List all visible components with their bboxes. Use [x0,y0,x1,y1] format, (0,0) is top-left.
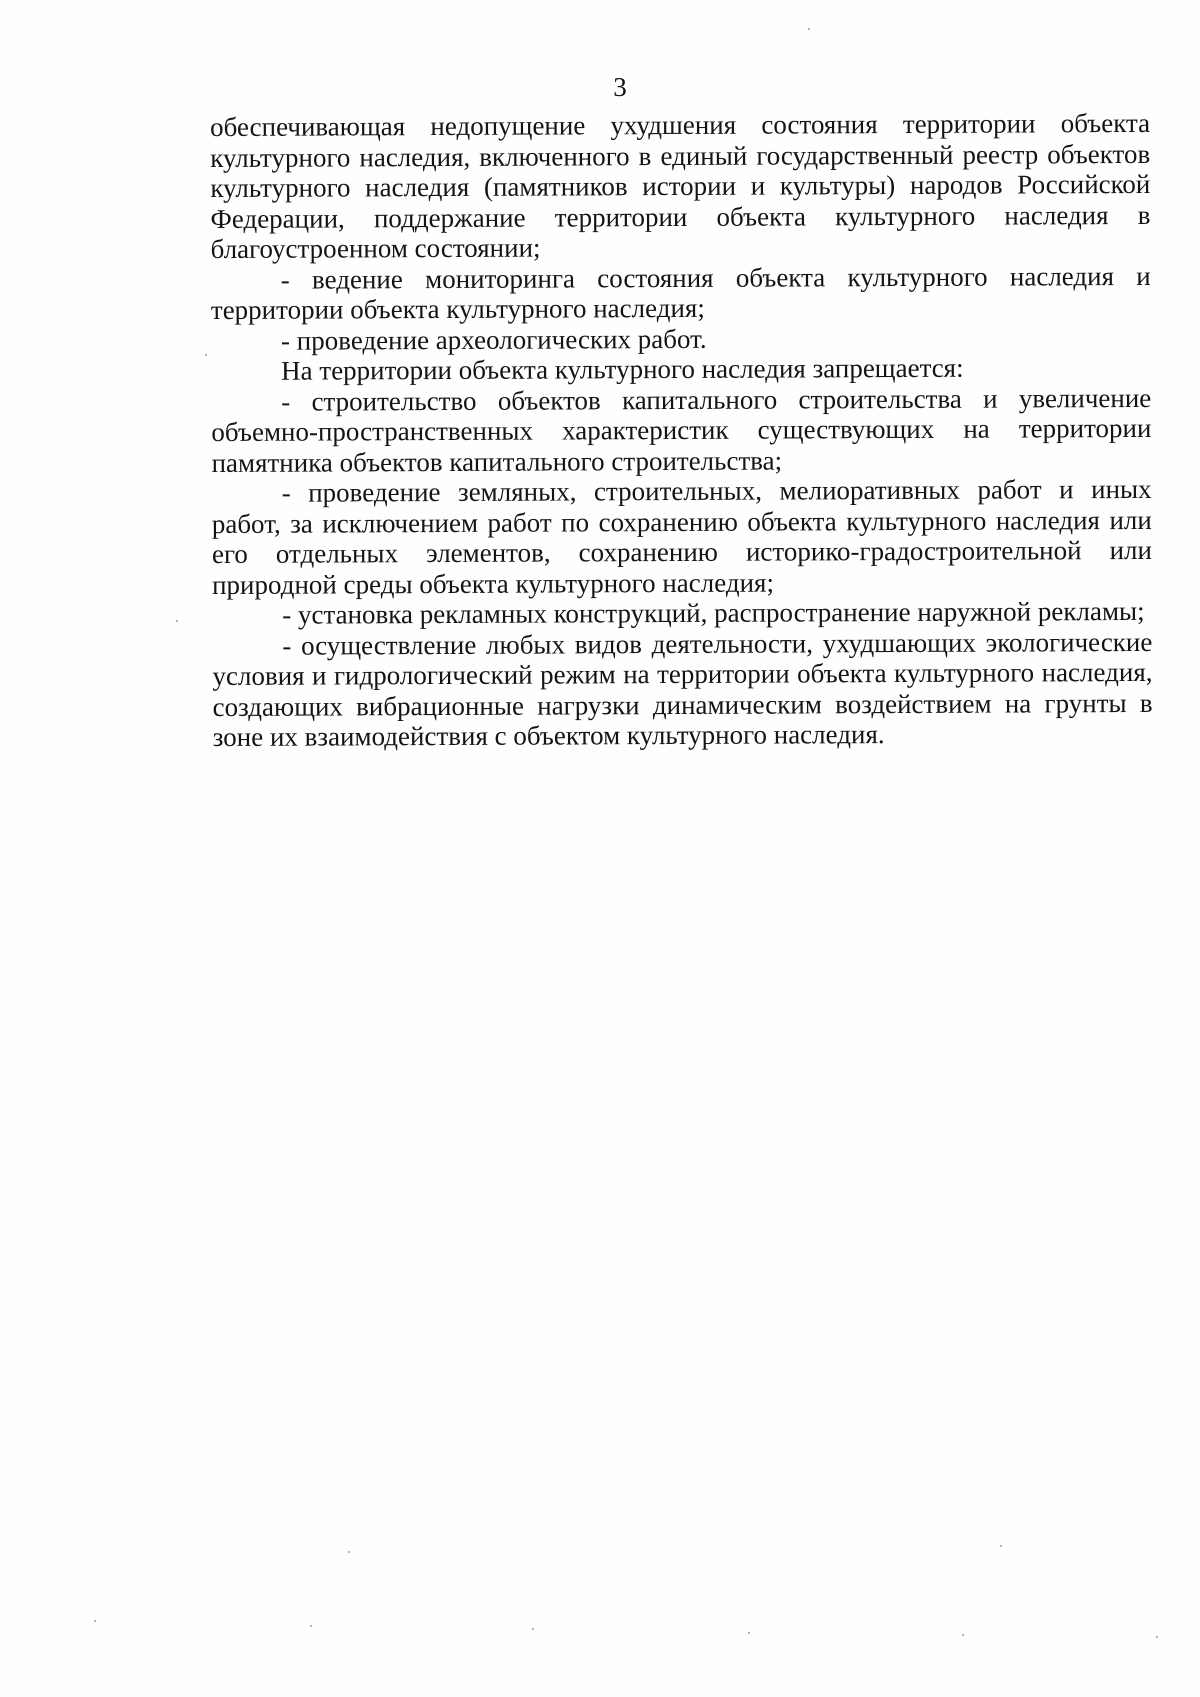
paragraph-prohibitions-heading: На территории объекта культурного наследия запрещается: [281,352,964,386]
scan-speck [1000,1545,1002,1547]
scan-speck [176,620,178,622]
scan-speck [205,354,207,356]
paragraph-earthworks: - проведение земляных, строительных, мелиоративных работ и иных работ, за исключением работ по сохранению объекта культурного наследия или его отдельных элементов, сохранению историко-градостроительной или природной среды объекта культурного наследия; [211,473,1152,600]
scan-speck [1156,1636,1158,1638]
scan-speck [532,1628,534,1630]
scan-speck [348,1551,350,1553]
document-body [210,108,1153,753]
scan-speck [310,1625,312,1627]
scan-speck [748,1632,750,1634]
scan-speck [962,1634,964,1636]
paragraph-construction: - строительство объектов капитального строительства и увеличение объемно-пространственных характеристик существующих на территории памятника объектов капитального строительства; [211,382,1152,478]
scan-speck [808,28,810,30]
paragraph-monitoring: - ведение мониторинга состояния объекта культурного наследия и территории объекта культурного наследия; [210,260,1151,325]
paragraph-activities: - осуществление любых видов деятельности, ухудшающих экологические условия и гидрологический режим на территории объекта культурного наследия, создающих вибрационные нагрузки динамическим воздействием на грунты в зоне их взаимодействия с объектом культурного наследия. [212,626,1153,752]
page-number: 3 [613,72,627,102]
paragraph-continuation: обеспечивающая недопущение ухудшения состояния территории объекта культурного наследия, включенного в единый государственный реестр объектов культурного наследия (памятников истории и культуры) народов Российской Федерации, поддержание территории объекта культурного наследия в благоустроенном состоянии; [210,107,1151,264]
paragraph-archaeology: - проведение археологических работ. [280,323,707,356]
scan-speck [94,1620,96,1622]
paragraph-advertising: - установка рекламных конструкций, распространение наружной рекламы; [282,595,1145,630]
